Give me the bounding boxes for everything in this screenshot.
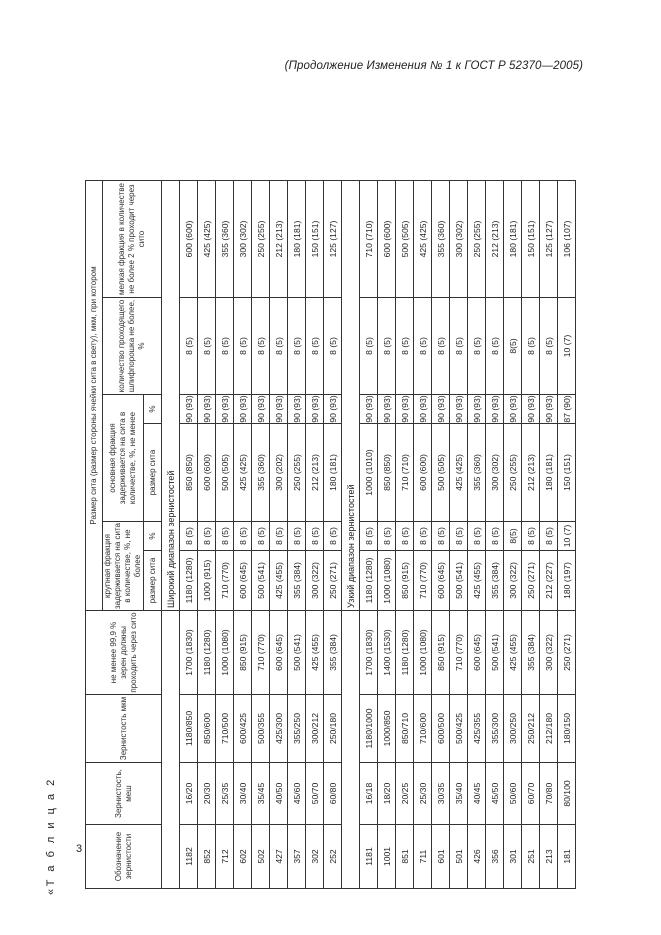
table-cell: 8 (5) (306, 298, 324, 395)
table-cell: 90 (93) (486, 395, 504, 424)
table-cell: 8 (5) (324, 522, 342, 551)
table-cell: 70/80 (540, 763, 558, 825)
table-cell: 427 (270, 825, 288, 889)
table-cell: 45/50 (486, 763, 504, 825)
table-cell: 1400 (1530) (378, 611, 396, 695)
table-cell: 250/180 (324, 695, 342, 763)
table-cell: 251 (522, 825, 540, 889)
table-cell: 250 (255) (504, 424, 522, 522)
table-cell: 300 (322) (306, 551, 324, 611)
table-cell: 250 (255) (468, 181, 486, 298)
table-cell: 300 (322) (504, 551, 522, 611)
table-cell: 125 (127) (540, 181, 558, 298)
table-cell: 90 (93) (306, 395, 324, 424)
table-cell: 90 (93) (414, 395, 432, 424)
table-cell: 35/45 (252, 763, 270, 825)
table-cell: 8 (5) (270, 298, 288, 395)
col-mesh: Зернистость, меш (86, 763, 162, 825)
table-cell: 181 (558, 825, 576, 889)
table-cell: 180 (181) (288, 181, 306, 298)
table-cell: 601 (432, 825, 450, 889)
table-cell: 8 (5) (180, 298, 198, 395)
table-cell: 252 (324, 825, 342, 889)
table-cell: 711 (414, 825, 432, 889)
table-cell: 8 (5) (378, 522, 396, 551)
table-row (306, 181, 324, 889)
table-cell: 8 (5) (486, 522, 504, 551)
table-cell: 1000 (1010) (360, 424, 378, 522)
table-cell: 300 (302) (450, 181, 468, 298)
table-cell: 425/300 (270, 695, 288, 763)
table-row (468, 181, 486, 889)
table-cell: 90 (93) (468, 395, 486, 424)
col-finest: мелкая фракция в количестве не более 2 % проходит через сито (103, 181, 162, 298)
table-cell: 500 (505) (216, 424, 234, 522)
table-cell: 850 (915) (396, 551, 414, 611)
section-spacer (162, 611, 180, 889)
table-cell: 8 (5) (234, 298, 252, 395)
table-cell: 355 (360) (216, 181, 234, 298)
table-cell: 90 (93) (324, 395, 342, 424)
table-cell: 25/35 (216, 763, 234, 825)
table-cell: 425 (425) (414, 181, 432, 298)
table-cell: 1001 (378, 825, 396, 889)
table-cell: 40/45 (468, 763, 486, 825)
table-cell: 250 (255) (288, 424, 306, 522)
table-cell: 602 (234, 825, 252, 889)
table-cell: 180 (181) (540, 424, 558, 522)
table-cell: 80/100 (558, 763, 576, 825)
table-row (270, 181, 288, 889)
table-cell: 213 (540, 825, 558, 889)
table-row (198, 181, 216, 889)
table-cell: 212 (213) (486, 181, 504, 298)
table-row (234, 181, 252, 889)
table-cell: 8 (5) (540, 298, 558, 395)
table-cell: 1180 (1280) (180, 551, 198, 611)
table-cell: 1180/1000 (360, 695, 378, 763)
table-cell: 10 (7) (558, 298, 576, 395)
table-row (432, 181, 450, 889)
table-cell: 1000/850 (378, 695, 396, 763)
section-spacer (342, 611, 360, 889)
table-cell: 710 (770) (216, 551, 234, 611)
table-cell: 600 (645) (270, 611, 288, 695)
table-cell: 425 (455) (270, 551, 288, 611)
table-cell: 425 (455) (468, 551, 486, 611)
table-cell: 425 (425) (198, 181, 216, 298)
table-cell: 1180 (1280) (360, 551, 378, 611)
table-cell: 90 (93) (378, 395, 396, 424)
table-cell: 90 (93) (432, 395, 450, 424)
table-cell: 355 (360) (432, 181, 450, 298)
table-row (396, 181, 414, 889)
table-cell: 18/20 (378, 763, 396, 825)
table-cell: 600 (645) (468, 611, 486, 695)
table-row (486, 181, 504, 889)
table-cell: 300 (322) (540, 611, 558, 695)
table-cell: 212/180 (540, 695, 558, 763)
table-cell: 850/710 (396, 695, 414, 763)
table-cell: 500/425 (450, 695, 468, 763)
table-cell: 150 (151) (306, 181, 324, 298)
col-fine: количество проходящего шлифпорошка не более, % (103, 298, 162, 395)
table-cell: 8 (5) (234, 522, 252, 551)
table-cell: 16/18 (360, 763, 378, 825)
table-cell: 250 (271) (558, 611, 576, 695)
table-cell: 1180 (1280) (396, 611, 414, 695)
table-cell: 90 (93) (288, 395, 306, 424)
table-cell: 300/212 (306, 695, 324, 763)
table-cell: 500/355 (252, 695, 270, 763)
table-cell: 600 (645) (234, 551, 252, 611)
table-body (162, 181, 576, 889)
table-cell: 355 (360) (252, 424, 270, 522)
section-row (342, 181, 360, 889)
table-cell: 850 (915) (432, 611, 450, 695)
table-cell: 850 (915) (234, 611, 252, 695)
table-cell: 8 (5) (216, 298, 234, 395)
table-cell: 20/30 (198, 763, 216, 825)
table-cell: 8 (5) (414, 522, 432, 551)
table-cell: 425/355 (468, 695, 486, 763)
table-cell: 45/60 (288, 763, 306, 825)
table-cell: 8 (5) (450, 522, 468, 551)
table-cell: 8 (5) (414, 298, 432, 395)
table-cell: 355 (384) (522, 611, 540, 695)
table-cell: 850 (850) (180, 424, 198, 522)
table-cell: 60/70 (522, 763, 540, 825)
table-cell: 1000 (1080) (414, 611, 432, 695)
table-cell: 8 (5) (468, 522, 486, 551)
table-cell: 90 (93) (216, 395, 234, 424)
table-cell: 212 (213) (522, 424, 540, 522)
table-cell: 355 (360) (468, 424, 486, 522)
table-cell: 1700 (1830) (180, 611, 198, 695)
col-sieve-group: Размер сита (размер стороны ячейки сита в свету), мкм, при котором (86, 181, 103, 611)
table-cell: 106 (107) (558, 181, 576, 298)
table-cell: 425 (455) (306, 611, 324, 695)
col-main-size: размер сита (144, 424, 162, 522)
table-cell: 8 (5) (360, 298, 378, 395)
grain-size-table (85, 180, 576, 889)
table-cell: 710 (710) (396, 424, 414, 522)
table-cell: 1181 (360, 825, 378, 889)
table-cell: 425 (425) (450, 424, 468, 522)
table-cell: 600 (645) (432, 551, 450, 611)
table-cell: 8 (5) (432, 298, 450, 395)
table-cell: 8 (5) (252, 522, 270, 551)
table-cell: 501 (450, 825, 468, 889)
table-cell: 1180 (1280) (198, 611, 216, 695)
table-cell: 8 (5) (486, 298, 504, 395)
table-cell: 300 (302) (234, 181, 252, 298)
table-cell: 90 (93) (234, 395, 252, 424)
table-cell: 8 (5) (270, 522, 288, 551)
table-cell: 8 (5) (432, 522, 450, 551)
table-cell: 8 (5) (216, 522, 234, 551)
table-cell: 125 (127) (324, 181, 342, 298)
table-cell: 500 (541) (450, 551, 468, 611)
table-cell: 180/150 (558, 695, 576, 763)
table-cell: 8 (5) (252, 298, 270, 395)
table-cell: 425 (455) (504, 611, 522, 695)
table-cell: 150 (151) (522, 181, 540, 298)
table-cell: 300 (302) (486, 424, 504, 522)
table-cell: 8 (5) (378, 298, 396, 395)
table-cell: 250 (255) (252, 181, 270, 298)
table-cell: 8(5) (504, 522, 522, 551)
table-cell: 90 (93) (396, 395, 414, 424)
table-row (378, 181, 396, 889)
table-cell: 8 (5) (198, 522, 216, 551)
table-cell: 302 (306, 825, 324, 889)
table-cell: 355/250 (288, 695, 306, 763)
section-title: Узкий диапазон зернистостей (342, 181, 360, 611)
table-cell: 8 (5) (522, 522, 540, 551)
table-row (450, 181, 468, 889)
table-cell: 8 (5) (198, 298, 216, 395)
table-cell: 87 (90) (558, 395, 576, 424)
table-cell: 600/425 (234, 695, 252, 763)
table-cell: 852 (198, 825, 216, 889)
table-cell: 8 (5) (396, 298, 414, 395)
table-cell: 8 (5) (540, 522, 558, 551)
table-cell: 300/250 (504, 695, 522, 763)
table-cell: 150 (151) (558, 424, 576, 522)
table-cell: 90 (93) (450, 395, 468, 424)
table-cell: 180 (181) (504, 181, 522, 298)
table-row (360, 181, 378, 889)
table-cell: 1700 (1830) (360, 611, 378, 695)
table-cell: 500 (541) (252, 551, 270, 611)
table-row (558, 181, 576, 889)
table-cell: 90 (93) (360, 395, 378, 424)
table-cell: 90 (93) (522, 395, 540, 424)
table-cell: 25/30 (414, 763, 432, 825)
table-cell: 30/35 (432, 763, 450, 825)
table-cell: 355/300 (486, 695, 504, 763)
table-cell: 30/40 (234, 763, 252, 825)
table-cell: 8 (5) (522, 298, 540, 395)
table-cell: 8 (5) (306, 522, 324, 551)
table-cell: 90 (93) (198, 395, 216, 424)
table-cell: 8 (5) (288, 298, 306, 395)
section-row (162, 181, 180, 889)
table-row (252, 181, 270, 889)
table-cell: 20/25 (396, 763, 414, 825)
table-cell: 500 (541) (486, 611, 504, 695)
table-cell: 355 (384) (486, 551, 504, 611)
table-cell: 1000 (915) (198, 551, 216, 611)
table-cell: 8(5) (504, 298, 522, 395)
table-cell: 90 (93) (270, 395, 288, 424)
col-coarse-size: размер сита (144, 551, 162, 611)
table-row (216, 181, 234, 889)
table-cell: 90 (93) (504, 395, 522, 424)
table-cell: 10 (7) (558, 522, 576, 551)
table-cell: 500 (505) (396, 181, 414, 298)
table-cell: 50/60 (504, 763, 522, 825)
table-cell: 301 (504, 825, 522, 889)
table-cell: 1180/850 (180, 695, 198, 763)
table-cell: 850 (850) (378, 424, 396, 522)
table-row (414, 181, 432, 889)
table-cell: 1000 (1080) (216, 611, 234, 695)
table-cell: 600 (600) (378, 181, 396, 298)
table-cell: 500 (541) (288, 611, 306, 695)
table-row (180, 181, 198, 889)
col-micron: Зернистость мкм (86, 695, 162, 763)
table-cell: 35/40 (450, 763, 468, 825)
col-coarse: крупная фракция задерживается на сита в количестве, %, не более (103, 523, 142, 610)
table-cell: 600 (600) (414, 424, 432, 522)
table-cell: 8 (5) (180, 522, 198, 551)
table-cell: 425 (425) (234, 424, 252, 522)
table-cell: 851 (396, 825, 414, 889)
col-min999: не менее 99,9 % зерен должны проходить через сито (86, 611, 162, 695)
table-cell: 180 (181) (324, 424, 342, 522)
col-main-pct: % (144, 395, 162, 424)
table-cell: 712 (216, 825, 234, 889)
section-title: Широкий диапазон зернистостей (162, 181, 180, 611)
table-cell: 250 (271) (522, 551, 540, 611)
table-cell: 212 (227) (540, 551, 558, 611)
col-main: основная фракция задерживается на сита в количестве, %, не менее (103, 395, 144, 522)
table-cell: 8 (5) (360, 522, 378, 551)
table-cell: 8 (5) (396, 522, 414, 551)
table-cell: 16/20 (180, 763, 198, 825)
col-designation: Обозначение зернистости (86, 825, 162, 889)
table-cell: 355 (384) (324, 611, 342, 695)
table-cell: 40/50 (270, 763, 288, 825)
table-cell: 212 (213) (306, 424, 324, 522)
table-cell: 426 (468, 825, 486, 889)
table-cell: 355 (384) (288, 551, 306, 611)
table-caption: «Т а б л и ц а 2 (45, 777, 57, 895)
table-cell: 1182 (180, 825, 198, 889)
table-cell: 710/600 (414, 695, 432, 763)
table-cell: 710 (770) (450, 611, 468, 695)
table-cell: 60/80 (324, 763, 342, 825)
table-cell: 710 (710) (360, 181, 378, 298)
table-row (522, 181, 540, 889)
table-cell: 356 (486, 825, 504, 889)
table-cell: 212 (213) (270, 181, 288, 298)
table-row (504, 181, 522, 889)
table-cell: 710 (770) (252, 611, 270, 695)
page-header: (Продолжение Изменения № 1 к ГОСТ Р 52370—2005) (284, 60, 583, 72)
table-cell: 180 (197) (558, 551, 576, 611)
table-cell: 1000 (1080) (378, 551, 396, 611)
table-row (324, 181, 342, 889)
table-cell: 8 (5) (324, 298, 342, 395)
table-cell: 600 (600) (180, 181, 198, 298)
table-cell: 90 (93) (252, 395, 270, 424)
table-cell: 500 (505) (432, 424, 450, 522)
table-cell: 8 (5) (450, 298, 468, 395)
table-cell: 250/212 (522, 695, 540, 763)
table-cell: 710 (770) (414, 551, 432, 611)
table-row (288, 181, 306, 889)
table-cell: 850/600 (198, 695, 216, 763)
rotated-table-block (45, 89, 585, 899)
table-cell: 502 (252, 825, 270, 889)
table-cell: 250 (271) (324, 551, 342, 611)
table-cell: 90 (93) (180, 395, 198, 424)
table-cell: 8 (5) (288, 522, 306, 551)
page-number: 3 (76, 843, 83, 855)
col-coarse-pct: % (144, 522, 162, 551)
table-cell: 50/70 (306, 763, 324, 825)
table-row (540, 181, 558, 889)
table-cell: 710/500 (216, 695, 234, 763)
table-cell: 600 (600) (198, 424, 216, 522)
table-cell: 8 (5) (468, 298, 486, 395)
table-cell: 90 (93) (540, 395, 558, 424)
table-cell: 357 (288, 825, 306, 889)
table-cell: 300 (202) (270, 424, 288, 522)
table-cell: 600/500 (432, 695, 450, 763)
